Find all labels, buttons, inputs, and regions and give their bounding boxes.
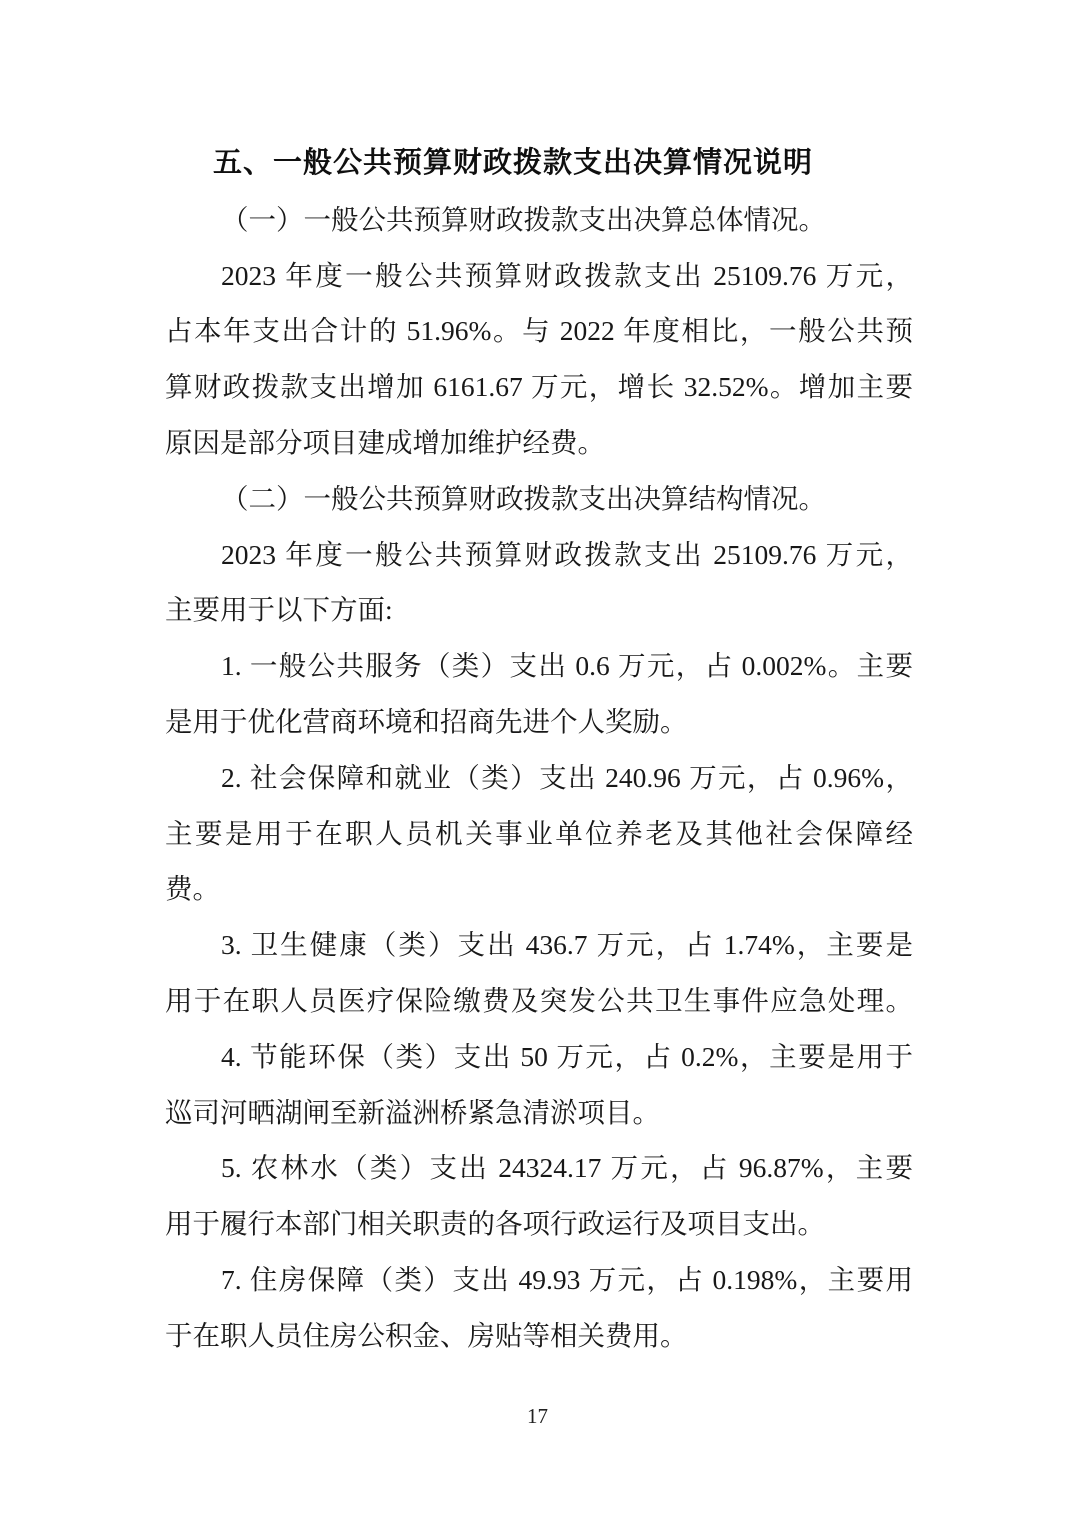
- document-line: 主要用于以下方面:: [165, 594, 393, 626]
- document-line: 是用于优化营商环境和招商先进个人奖励。: [165, 705, 688, 737]
- document-line: 用于在职人员医疗保险缴费及突发公共卫生事件应急处理。: [165, 984, 913, 1016]
- document-line: 1. 一般公共服务（类）支出 0.6 万元，占 0.002%。主要: [221, 650, 913, 682]
- document-line: 2. 社会保障和就业（类）支出 240.96 万元，占 0.96%，: [221, 761, 913, 793]
- document-line: 2023 年度一般公共预算财政拨款支出 25109.76 万元，: [221, 538, 913, 570]
- document-line: 主要是用于在职人员机关事业单位养老及其他社会保障经: [165, 817, 913, 849]
- document-body: [165, 136, 913, 1364]
- document-line: 用于履行本部门相关职责的各项行政运行及项目支出。: [165, 1208, 825, 1240]
- document-line: 2023 年度一般公共预算财政拨款支出 25109.76 万元，: [221, 259, 913, 291]
- document-line: 4. 节能环保（类）支出 50 万元，占 0.2%，主要是用于: [221, 1040, 913, 1072]
- document-line: 占本年支出合计的 51.96%。与 2022 年度相比，一般公共预: [165, 315, 913, 347]
- page-number: 17: [527, 1404, 548, 1428]
- document-line: 7. 住房保障（类）支出 49.93 万元，占 0.198%，主要用: [221, 1263, 913, 1295]
- document-line: 原因是部分项目建成增加维护经费。: [165, 426, 605, 458]
- document-line: 算财政拨款支出增加 6161.67 万元，增长 32.52%。增加主要: [165, 371, 913, 403]
- document-line: （一）一般公共预算财政拨款支出决算总体情况。: [221, 203, 826, 235]
- document-line: 费。: [165, 873, 220, 905]
- document-line: （二）一般公共预算财政拨款支出决算结构情况。: [221, 482, 826, 514]
- document-line: 巡司河晒湖闸至新溢洲桥紧急清淤项目。: [165, 1096, 660, 1128]
- document-line: 于在职人员住房公积金、房贴等相关费用。: [165, 1319, 688, 1351]
- document-line: 3. 卫生健康（类）支出 436.7 万元，占 1.74%，主要是: [221, 929, 913, 961]
- section-heading: 五、一般公共预算财政拨款支出决算情况说明: [213, 147, 814, 179]
- document-line: 5. 农林水（类）支出 24324.17 万元，占 96.87%，主要: [221, 1152, 913, 1184]
